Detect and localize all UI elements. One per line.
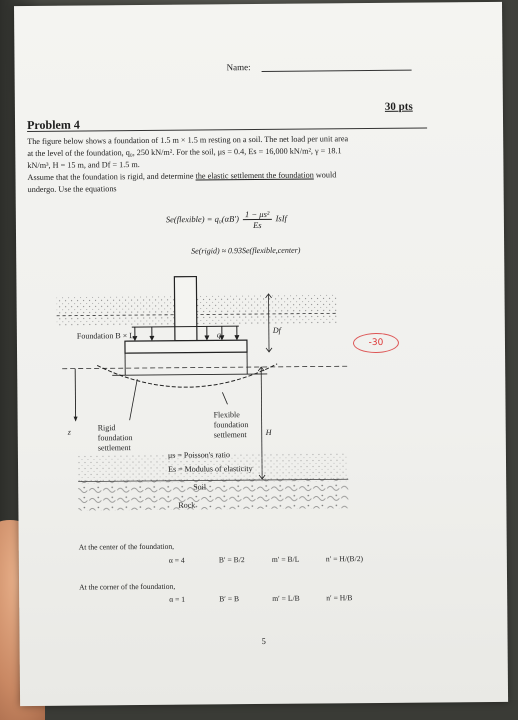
z-axis-label: z	[68, 428, 71, 437]
rock-label: Rock	[178, 501, 195, 510]
center-condition-title: At the center of the foundation,	[79, 542, 174, 552]
center-m-prime: m′ = B/L	[272, 555, 300, 564]
corner-alpha: α = 1	[169, 595, 185, 604]
problem-text-line-2: at the level of the foundation, q₀, 250 kN/m². For the soil, μs = 0.4, Es = 16,000 kN/m², γ = 18.1	[27, 146, 341, 158]
page-number: 5	[262, 636, 266, 646]
corner-n-prime: n′ = H/B	[326, 593, 352, 602]
rigid-label-1: Rigid	[98, 423, 116, 432]
problem-text-line-4: Assume that the foundation is rigid, and determine the elastic settlement the foundation would	[27, 170, 336, 182]
modulus-label: Es = Modulus of elasticity	[168, 464, 253, 474]
foundation-figure	[16, 272, 506, 536]
score-annotation: -30	[353, 333, 399, 353]
h-label: H	[266, 428, 272, 437]
flexible-label-3: settlement	[214, 430, 247, 439]
worksheet-page	[14, 2, 508, 706]
problem-text-line-3: kN/m³, H = 15 m, and Df = 1.5 m.	[27, 160, 140, 170]
points-label: 30 pts	[385, 101, 413, 113]
title-rule	[27, 128, 427, 132]
load-label: q₀	[217, 330, 224, 339]
depth-label: Df	[273, 326, 281, 335]
corner-b-prime: B′ = B	[219, 594, 239, 603]
poisson-label: μs = Poisson's ratio	[168, 450, 230, 460]
problem-title: Problem 4	[27, 118, 80, 133]
problem-text-line-5: undergo. Use the equations	[28, 184, 117, 194]
flexible-label-2: foundation	[214, 420, 249, 429]
rigid-label-2: foundation	[98, 433, 133, 442]
rock-layer	[78, 478, 348, 510]
flexible-settlement-equation: Se(flexible) = q₀(αB′) $\frac{\text{1 − μs²}}{Es}$ IsIf	[166, 209, 287, 231]
foundation-size-label: Foundation B × L	[77, 331, 134, 340]
corner-m-prime: m′ = L/B	[272, 594, 300, 603]
problem-text-line-1: The figure below shows a foundation of 1.5 m × 1.5 m resting on a soil. The net load per unit area	[27, 134, 348, 146]
foundation-column	[174, 277, 197, 341]
center-alpha: α = 4	[169, 556, 185, 565]
name-line	[262, 70, 412, 72]
soil-label: Soil	[193, 482, 206, 491]
center-b-prime: B′ = B/2	[219, 555, 245, 564]
foundation-footing	[125, 340, 247, 353]
corner-condition-title: At the corner of the foundation,	[79, 582, 175, 592]
rigid-label-3: settlement	[98, 443, 131, 452]
center-n-prime: n′ = H/(B/2)	[326, 554, 363, 563]
flexible-label-1: Flexible	[214, 410, 240, 419]
name-label: Name:	[227, 62, 251, 72]
rigid-settlement-equation: Se(rigid) ≈ 0.93Se(flexible,center)	[191, 246, 300, 256]
